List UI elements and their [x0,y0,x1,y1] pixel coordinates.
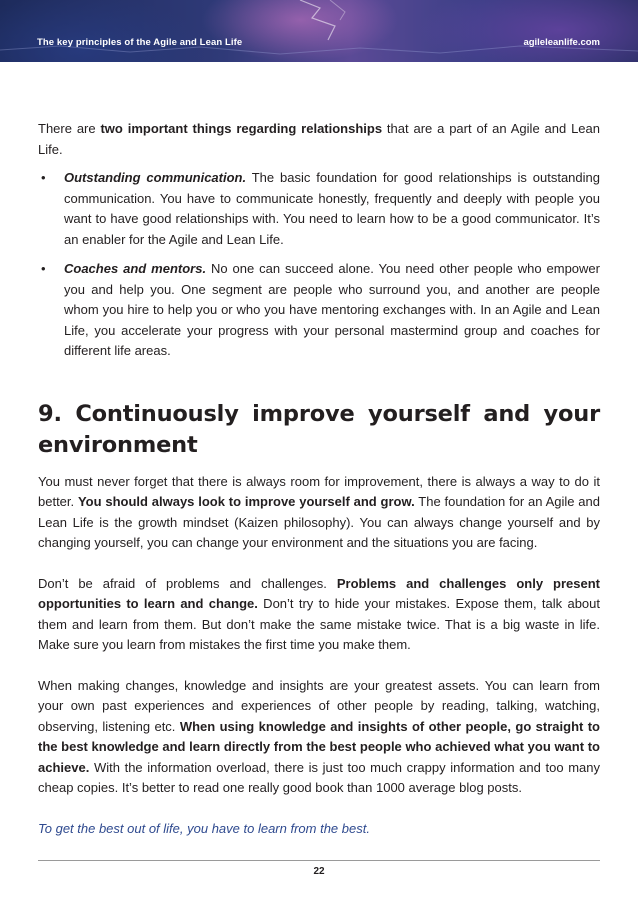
paragraph-bold: You should always look to improve yourself and grow. [77,494,415,509]
paragraph-text: With the information overload, there is just too much crappy information and too many cheap copies. It’s better to read one really good book than 1000 average blog posts. [38,759,600,795]
body-paragraph [38,676,600,799]
intro-paragraph [38,119,600,160]
paragraph-text: You must never forget that there is always room for improvement, there is always a way to do it better. [38,473,600,509]
paragraph-text: When making changes, knowledge and insights are your greatest assets. You can learn from your own past experiences and experiences of other people by reading, talking, watching, observing, listening etc. [38,677,600,734]
page-number: 22 [313,866,325,877]
bullet-icon: • [41,170,46,185]
list-item [38,259,600,362]
list-item-text: No one can succeed alone. You need other people who empower you and help you. One segment are people who surround you, and another are people whom you hire to help you or who you have mentoring exchanges with. In an Agile and Lean Life, you accelerate your progress with your personal mastermind group and coaches for different life areas. [64,261,600,358]
header-site[interactable]: agileleanlife.com [523,37,600,48]
closing-quote: To get the best out of life, you have to learn from the best. [38,820,370,836]
page-content [38,119,600,839]
header-title: The key principles of the Agile and Lean Life [37,37,243,48]
list-item-text: The basic foundation for good relationships is outstanding communication. You have to communicate honestly, frequently and deeply with people you want to have good relationships with. You need to learn how to be a good communicator. It’s an enabler for the Agile and Lean Life. [64,170,600,247]
list-item-lead: Coaches and mentors. [64,261,207,276]
paragraph-text: The foundation for an Agile and Lean Life is the growth mindset (Kaizen philosophy). You can always change yourself and by changing yourself, you can change your environment and the situations you are facing. [38,494,600,550]
footer-divider [38,860,600,861]
intro-text-1: There are [38,121,101,136]
paragraph-bold: When using knowledge and insights of other people, go straight to the best knowledge and learn directly from the best people who achieved what you want to achieve. [38,718,601,775]
paragraph-bold: Problems and challenges only present opportunities to learn and change. [38,575,600,611]
paragraph-text: Don’t try to hide your mistakes. Expose them, talk about them and learn from them. But don’t make the same mistake twice. That is a big waste in life. Make sure you learn from mistakes the first time you make them. [38,596,601,652]
body-paragraph [38,574,600,656]
paragraph-text: Don’t be afraid of problems and challenges. [38,575,337,591]
body-paragraph [38,472,600,554]
bullet-icon: • [41,261,46,276]
list-item [38,168,600,250]
section-heading: 9. Continuously improve yourself and your environment [38,400,600,458]
list-item-lead: Outstanding communication. [64,170,247,185]
relationship-list [38,168,600,362]
intro-text-2: that are a part of an Agile and Lean Life. [38,121,600,157]
header-banner [0,0,638,62]
intro-bold: two important things regarding relationships [100,121,383,136]
banner-decoration [0,0,638,62]
